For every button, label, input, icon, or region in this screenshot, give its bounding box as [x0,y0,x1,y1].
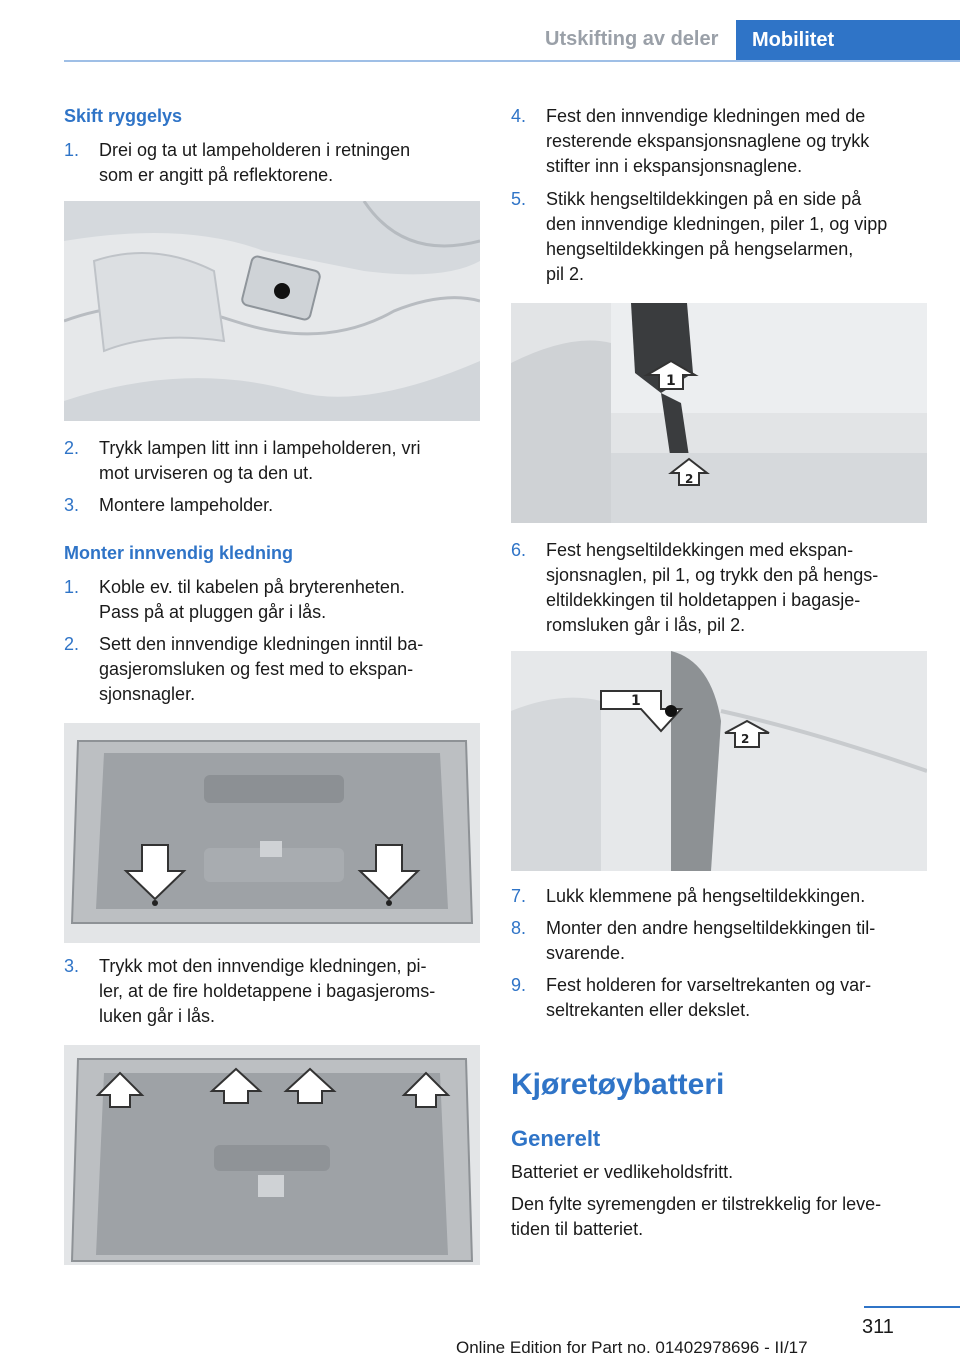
heading-generelt: Generelt [511,1126,601,1151]
figure-hinge-cover-arrows [511,303,927,523]
header-rule [64,60,960,62]
hinge-cover-illustration [511,303,927,523]
list-item [511,104,931,179]
hinge-rivet-illustration [511,651,927,871]
list-item [511,916,931,966]
step-number: 3. [64,495,80,515]
step-text: Trykk lampen litt inn i lampeholderen, vri mot urviseren og ta den ut. [99,438,421,483]
step-number: 4. [511,106,527,126]
step-number: 2. [64,634,80,654]
step-number: 6. [511,540,527,560]
step-number: 7. [511,886,527,906]
figure-hinge-cover-rivet [511,651,927,871]
edition-text: Online Edition for Part no. 01402978696 - II/17 [456,1338,808,1357]
list-item [64,436,484,486]
page-number: 311 [862,1316,894,1338]
page-header [0,0,960,62]
arrow-label-2: 2 [685,472,694,486]
list-item [64,575,484,625]
figure-lamp-holder [64,201,480,421]
arrow-label-2b: 2 [741,732,750,746]
step-number: 3. [64,956,80,976]
step-text: Fest holderen for varseltrekanten og var- seltrekanten eller dekslet. [546,975,872,1020]
paragraph-maintenance-free: Batteriet er vedlikeholdsfritt. [511,1162,734,1182]
arrow-label-1: 1 [666,373,676,389]
step-number: 2. [64,438,80,458]
list-item [64,632,484,707]
list-item [64,493,484,518]
figure-trunk-lining-down-arrows [64,723,480,943]
list-item [64,138,484,188]
step-text: Lukk klemmene på hengseltildekkingen. [546,886,866,906]
step-number: 5. [511,189,527,209]
step-text: Montere lampeholder. [99,495,274,515]
list-item [511,884,931,909]
step-text: Sett den innvendige kledningen inntil ba- gasjeromsluken og fest med to ekspan- sjonsnagler. [99,634,424,704]
list-item [511,187,931,287]
chapter-tab [736,20,960,62]
chapter-title: Mobilitet [752,29,835,51]
step-text: Trykk mot den innvendige kledningen, pi- ler, at de fire holdetappene i bagasjeroms- luken går i lås. [99,956,436,1026]
lamp-holder-illustration [64,201,480,421]
heading-monter-innvendig-kledning: Monter innvendig kledning [64,543,293,563]
step-text: Koble ev. til kabelen på bryterenheten. Pass på at pluggen går i lås. [99,577,405,622]
list-item [64,954,484,1029]
paragraph-acid-level: Den fylte syremengden er tilstrekkelig for leve- tiden til batteriet. [511,1194,882,1239]
step-number: 8. [511,918,527,938]
list-item [511,538,931,638]
section-title: Utskifting av deler [545,28,719,50]
step-text: Stikk hengseltildekkingen på en side på den innvendige kledningen, piler 1, og vipp hengseltildekkingen på hengselarmen, pil 2. [546,189,888,284]
figure-trunk-lining-up-arrows [64,1045,480,1265]
heading-kjoretoybatteri: Kjøretøybatteri [511,1068,725,1101]
step-text: Fest den innvendige kledningen med de resterende ekspansjonsnaglene og trykk stifter inn i ekspansjonsnaglene. [546,106,870,176]
step-number: 1. [64,140,80,160]
step-number: 1. [64,577,80,597]
heading-skift-ryggelys: Skift ryggelys [64,106,183,126]
step-number: 9. [511,975,527,995]
step-text: Drei og ta ut lampeholderen i retningen som er angitt på reflektorene. [99,140,411,185]
step-text: Monter den andre hengseltildekkingen til- svarende. [546,918,876,963]
trunk-lining-illustration [64,723,480,943]
list-item [511,973,931,1023]
trunk-lining-illustration-2 [64,1045,480,1265]
footer-rule [864,1306,960,1308]
arrow-label-1b: 1 [631,693,641,709]
step-text: Fest hengseltildekkingen med ekspan- sjonsnaglen, pil 1, og trykk den på hengs- eltildekkingen til holdetappen i bagasje- romsluken går i lås, pil 2. [546,540,879,635]
